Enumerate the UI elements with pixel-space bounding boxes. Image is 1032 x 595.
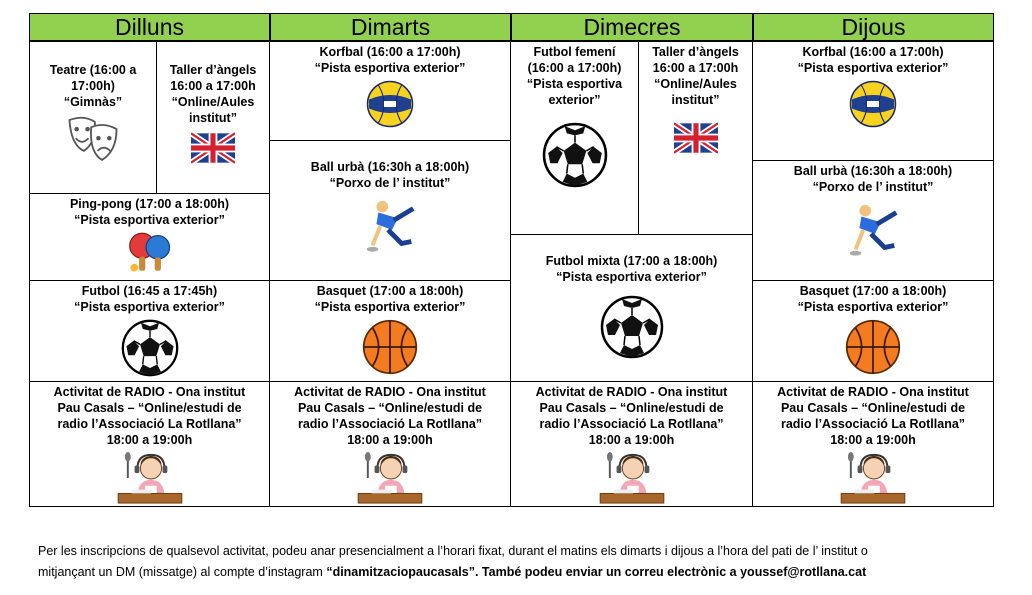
cell-mon-radio bbox=[29, 381, 270, 507]
cell-line: “Pista esportiva bbox=[526, 77, 623, 91]
cell-line: Pau Casals – “Online/estudi de bbox=[297, 401, 483, 415]
cell-line: “Pista esportiva exterior” bbox=[556, 270, 707, 284]
cell-line: Basquet (17:00 a 18:00h) bbox=[316, 284, 464, 298]
breakdancer-icon bbox=[359, 195, 421, 257]
cell-line: Taller d’àngels bbox=[652, 45, 739, 59]
cell-mon-pingpong bbox=[29, 193, 270, 281]
cell-line: Activitat de RADIO - Ona institut bbox=[53, 385, 246, 399]
cell-line: radio l’Associació La Rotllana” bbox=[780, 417, 966, 431]
cell-line: Taller d’àngels bbox=[169, 63, 257, 77]
cell-line: institut” bbox=[671, 93, 720, 107]
cell-line: exterior” bbox=[548, 93, 601, 107]
cell-line: 18:00 a 19:00h bbox=[588, 433, 675, 447]
day-header-tuesday: Dimarts bbox=[270, 13, 511, 41]
cell-thu-basquet bbox=[752, 280, 994, 382]
cell-wed-futbolmixta bbox=[510, 234, 753, 382]
cell-line: Futbol mixta (17:00 a 18:00h) bbox=[545, 254, 718, 268]
radio-host-icon bbox=[356, 451, 424, 505]
cell-line: “Pista esportiva exterior” bbox=[797, 61, 949, 75]
korfball-icon bbox=[366, 80, 414, 128]
cell-line: Ball urbà (16:30h a 18:00h) bbox=[310, 160, 470, 174]
cell-line: “Porxo de l’ institut” bbox=[329, 176, 451, 190]
cell-line: Futbol (16:45 a 17:45h) bbox=[81, 284, 218, 298]
cell-line: radio l’Associació La Rotllana” bbox=[297, 417, 483, 431]
cell-line: “Pista esportiva exterior” bbox=[74, 300, 225, 314]
cell-thu-radio bbox=[752, 381, 994, 507]
cell-line: 17:00h) bbox=[71, 79, 115, 93]
radio-host-icon bbox=[598, 451, 666, 505]
breakdancer-icon bbox=[842, 199, 904, 261]
cell-line: radio l’Associació La Rotllana” bbox=[539, 417, 724, 431]
cell-line: (16:00 a 17:00h) bbox=[527, 61, 622, 75]
cell-line: Activitat de RADIO - Ona institut bbox=[294, 385, 486, 399]
cell-line: Teatre (16:00 a bbox=[49, 63, 137, 77]
soccer-ball-icon bbox=[600, 295, 664, 359]
soccer-ball-icon bbox=[542, 122, 608, 188]
cell-mon-futbol bbox=[29, 280, 270, 382]
cell-tue-basquet bbox=[269, 280, 511, 382]
cell-line: “Pista esportiva exterior” bbox=[797, 300, 949, 314]
ping-pong-icon bbox=[125, 229, 175, 275]
cell-line: Ball urbà (16:30h a 18:00h) bbox=[793, 164, 953, 178]
footer-text-1: Per les inscripcions de qualsevol activitat, podeu anar presencialment a l’horari fixat, durant el matins els dimarts i dijous a l’hora del pati de l’ institut o bbox=[38, 544, 868, 558]
day-header-thursday: Dijous bbox=[753, 13, 994, 41]
cell-line: Futbol femení bbox=[533, 45, 616, 59]
cell-line: Pau Casals – “Online/estudi de bbox=[57, 401, 242, 415]
cell-line: Activitat de RADIO - Ona institut bbox=[535, 385, 728, 399]
cell-line: Activitat de RADIO - Ona institut bbox=[777, 385, 969, 399]
footer-text-3: També podeu enviar un correu electrònic a bbox=[478, 565, 741, 579]
basketball-icon bbox=[362, 319, 418, 375]
soccer-ball-icon bbox=[121, 319, 179, 377]
cell-line: “Porxo de l’ institut” bbox=[812, 180, 934, 194]
cell-mon-teatre bbox=[29, 41, 157, 194]
cell-line: 18:00 a 19:00h bbox=[347, 433, 433, 447]
cell-wed-futbolfem bbox=[510, 41, 639, 235]
theater-masks-icon bbox=[64, 114, 122, 166]
contact-email: youssef@rotllana.cat bbox=[740, 565, 867, 579]
cell-line: radio l’Associació La Rotllana” bbox=[57, 417, 242, 431]
radio-host-icon bbox=[116, 451, 184, 505]
cell-line: “Pista esportiva exterior” bbox=[314, 61, 466, 75]
cell-tue-radio bbox=[269, 381, 511, 507]
cell-line: Pau Casals – “Online/estudi de bbox=[780, 401, 966, 415]
cell-line: “Gimnàs” bbox=[63, 95, 123, 109]
cell-thu-korfbal bbox=[752, 41, 994, 161]
instagram-handle: “dinamitzaciopaucasals”. bbox=[326, 565, 479, 579]
cell-line: “Online/Aules bbox=[654, 77, 737, 91]
cell-line: Korfbal (16:00 a 17:00h) bbox=[319, 45, 461, 59]
cell-tue-ball bbox=[269, 140, 511, 281]
cell-line: “Pista esportiva exterior” bbox=[74, 213, 225, 227]
cell-line: “Pista esportiva exterior” bbox=[314, 300, 466, 314]
cell-line: 18:00 a 19:00h bbox=[830, 433, 916, 447]
cell-line: 18:00 a 19:00h bbox=[106, 433, 193, 447]
cell-line: Pau Casals – “Online/estudi de bbox=[539, 401, 724, 415]
korfball-icon bbox=[849, 80, 897, 128]
uk-flag-icon bbox=[191, 132, 235, 164]
cell-line: institut” bbox=[189, 111, 237, 125]
cell-wed-taller bbox=[638, 41, 753, 235]
uk-flag-icon bbox=[674, 122, 718, 154]
cell-line: “Online/Aules bbox=[171, 95, 255, 109]
cell-mon-taller bbox=[156, 41, 270, 194]
day-header-monday: Dilluns bbox=[29, 13, 270, 41]
radio-host-icon bbox=[839, 451, 907, 505]
cell-thu-ball bbox=[752, 160, 994, 281]
footer-text-2: mitjançant un DM (missatge) al compte d’instagram bbox=[38, 565, 327, 579]
cell-wed-radio bbox=[510, 381, 753, 507]
cell-tue-korfbal bbox=[269, 41, 511, 141]
cell-line: 16:00 a 17:00h bbox=[170, 79, 256, 93]
cell-line: Ping-pong (17:00 a 18:00h) bbox=[69, 197, 230, 211]
cell-line: Korfbal (16:00 a 17:00h) bbox=[802, 45, 944, 59]
day-header-wednesday: Dimecres bbox=[511, 13, 753, 41]
cell-line: Basquet (17:00 a 18:00h) bbox=[799, 284, 947, 298]
schedule-table bbox=[29, 13, 994, 507]
basketball-icon bbox=[845, 319, 901, 375]
cell-line: 16:00 a 17:00h bbox=[652, 61, 739, 75]
footer-note bbox=[38, 541, 998, 583]
